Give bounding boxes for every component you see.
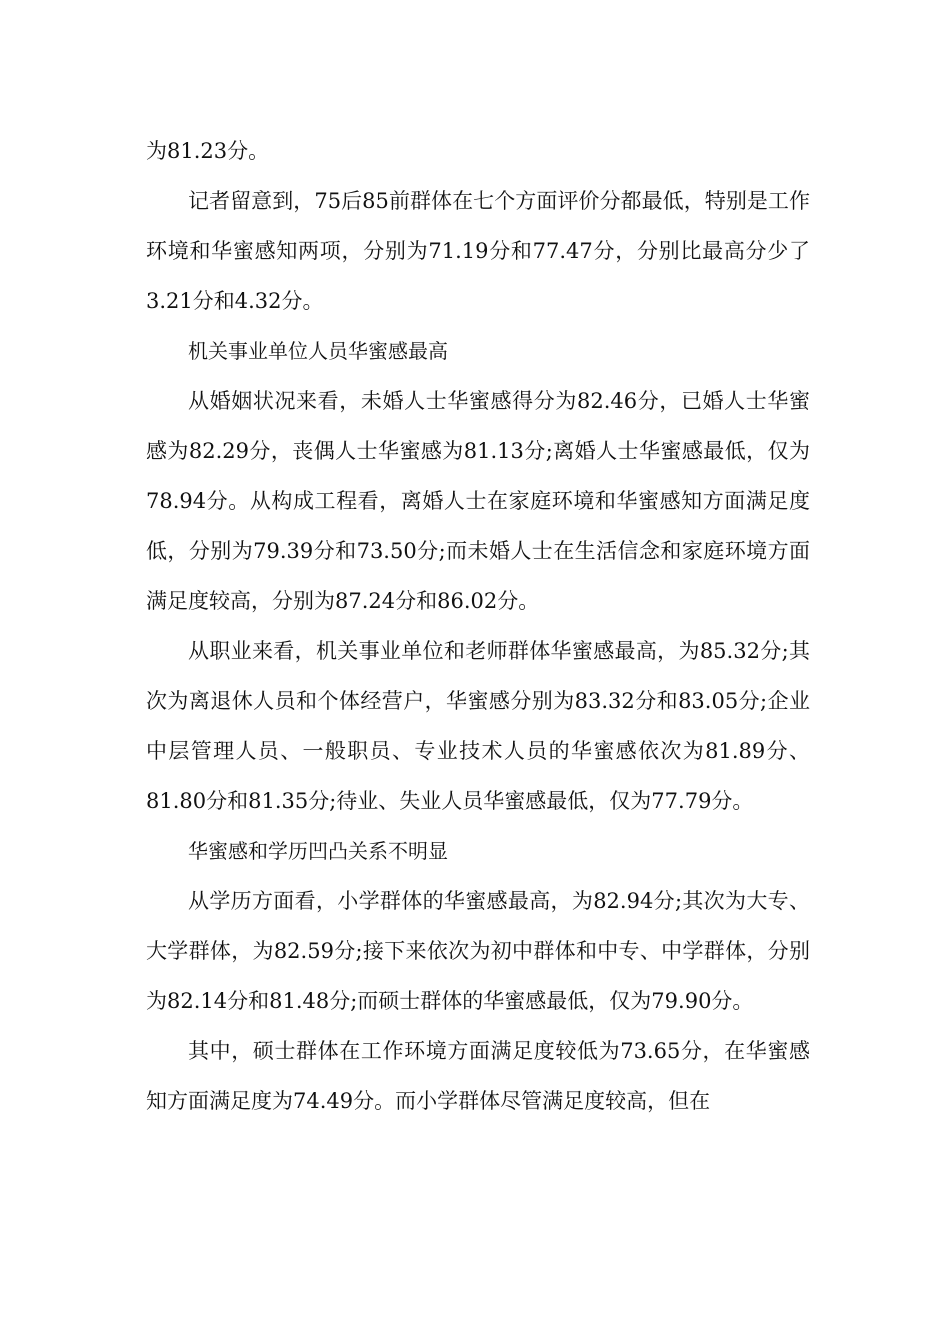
section-heading-education: 华蜜感和学历凹凸关系不明显 (188, 839, 448, 863)
paragraph-occupation: 从职业来看，机关事业单位和老师群体华蜜感最高，为85.32分;其次为离退休人员和个体经营户，华蜜感分别为83.32分和83.05分;企业中层管理人员、一般职员、专业技术人员的华蜜感依次为81.89分、81.80分和81.35分;待业、失业人员华蜜感最低，仅为77.79分。 (146, 639, 810, 813)
document-body (146, 126, 810, 1126)
paragraph-masters-group: 其中，硕士群体在工作环境方面满足度较低为73.65分，在华蜜感知方面满足度为74.49分。而小学群体尽管满足度较高，但在 (146, 1039, 810, 1113)
paragraph-education: 从学历方面看，小学群体的华蜜感最高，为82.94分;其次为大专、大学群体，为82.59分;接下来依次为初中群体和中专、中学群体，分别为82.14分和81.48分;而硕士群体的华蜜感最低，仅为79.90分。 (146, 889, 810, 1013)
paragraph-marital-status: 从婚姻状况来看，未婚人士华蜜感得分为82.46分，已婚人士华蜜感为82.29分，丧偶人士华蜜感为81.13分;离婚人士华蜜感最低，仅为78.94分。从构成工程看，离婚人士在家庭环境和华蜜感知方面满足度低，分别为79.39分和73.50分;而未婚人士在生活信念和家庭环境方面满足度较高，分别为87.24分和86.02分。 (146, 389, 810, 613)
paragraph-continuation: 为81.23分。 (146, 139, 270, 163)
section-heading-occupation: 机关事业单位人员华蜜感最高 (188, 339, 448, 363)
paragraph-age-group: 记者留意到，75后85前群体在七个方面评价分都最低，特别是工作环境和华蜜感知两项，分别为71.19分和77.47分，分别比最高分少了3.21分和4.32分。 (146, 189, 810, 313)
